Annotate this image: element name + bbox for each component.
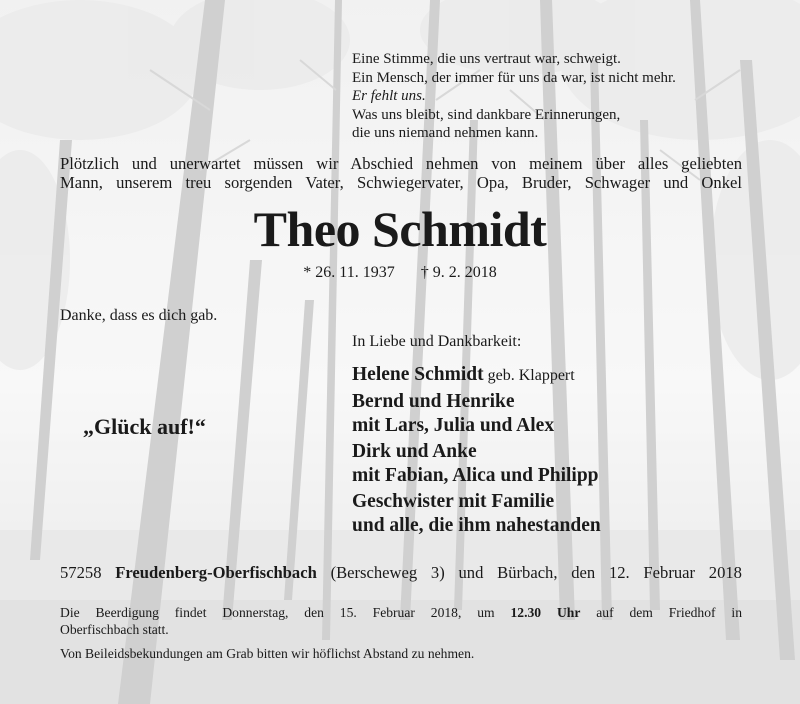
birth-date: * 26. 11. 1937 (303, 264, 395, 281)
mourner-line: Dirk und Anke (352, 441, 477, 462)
motto: „Glück auf!“ (83, 414, 206, 439)
funeral-time: 12.30 Uhr (510, 605, 581, 620)
mourner-line: und alle, die ihm nahestanden (352, 515, 601, 536)
town-name: Freudenberg-Oberfischbach (115, 563, 317, 582)
street: (Berscheweg 3) (330, 563, 445, 582)
condolence-note: Von Beileidsbekundungen am Grab bitten wir höflichst Abstand zu nehmen. (60, 646, 475, 661)
deceased-name: Theo Schmidt (253, 201, 547, 257)
place-date: und Bürbach, den 12. Februar 2018 (458, 563, 742, 582)
intro-line: Plötzlich und unerwartet müssen wir Abschied nehmen von meinem über alles geliebten (60, 154, 742, 173)
funeral-info (60, 604, 742, 638)
mourners-list (352, 363, 601, 540)
poem-line: Eine Stimme, die uns vertraut war, schweigt. (352, 51, 621, 67)
life-dates (0, 264, 800, 282)
mourner-line: mit Fabian, Alica und Philipp (352, 465, 599, 486)
funeral-text: auf dem Friedhof in (596, 605, 742, 620)
poem-line: Was uns bleibt, sind dankbare Erinnerungen, (352, 106, 621, 123)
poem (352, 50, 676, 143)
intro-line: Mann, unserem treu sorgenden Vater, Schwiegervater, Opa, Bruder, Schwager und Onkel (60, 173, 742, 192)
zip-code: 57258 (60, 563, 102, 582)
intro-text (60, 154, 742, 192)
thanks-line: Danke, dass es dich gab. (60, 307, 218, 324)
poem-line: Ein Mensch, der immer für uns da war, ist nicht mehr. (352, 69, 676, 86)
funeral-text: Oberfischbach statt. (60, 622, 169, 637)
mourner-line: Bernd und Henrike (352, 391, 515, 412)
widow-maiden-name: geb. Klappert (487, 367, 575, 384)
place-date-line (60, 563, 742, 583)
mourner-line: mit Lars, Julia und Alex (352, 415, 555, 436)
funeral-text: Die Beerdigung findet Donnerstag, den 15. Februar 2018, um (60, 605, 495, 620)
death-date: † 9. 2. 2018 (420, 264, 497, 281)
mourner-line: Geschwister mit Familie (352, 491, 555, 512)
widow-name: Helene Schmidt (352, 364, 484, 385)
love-line: In Liebe und Dankbarkeit: (352, 333, 522, 350)
poem-line: die uns niemand nehmen kann. (352, 125, 539, 141)
poem-line: Er fehlt uns. (352, 88, 426, 104)
